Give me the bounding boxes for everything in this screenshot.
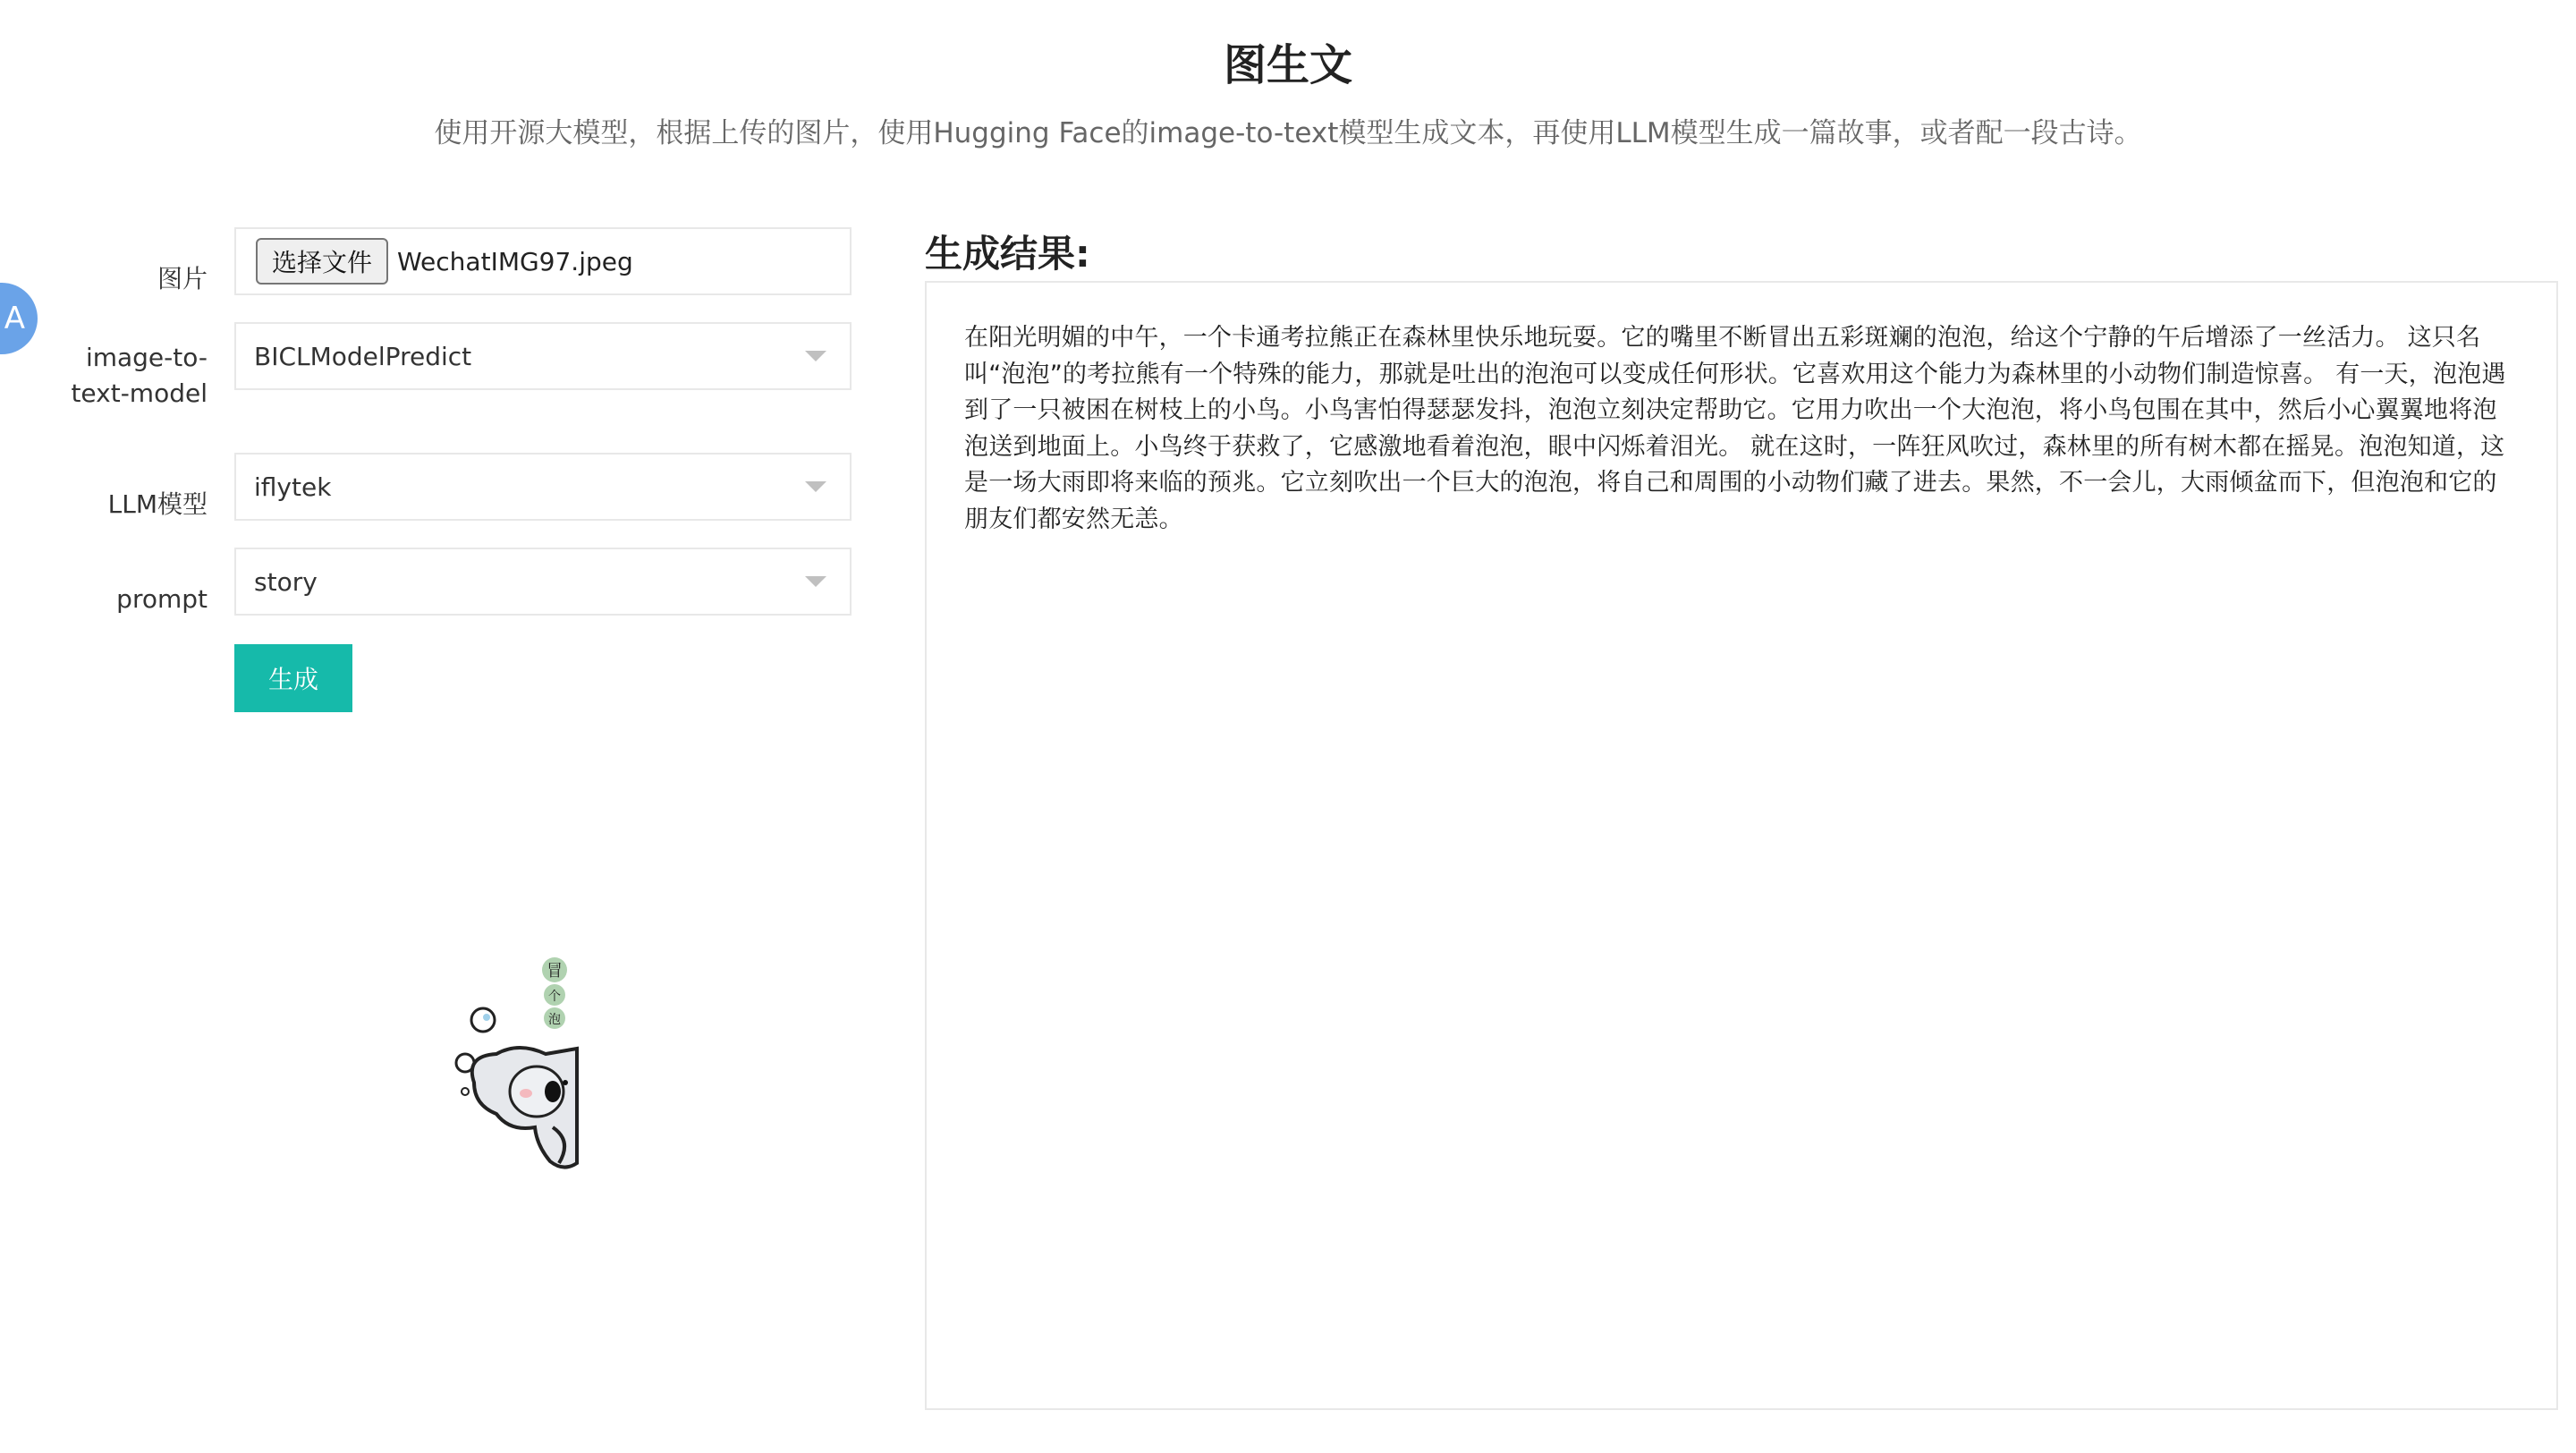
file-input[interactable] xyxy=(234,227,852,295)
caption-glyph-2: 个 xyxy=(548,990,561,1004)
image-to-text-model-label-line2: text-model xyxy=(71,378,208,408)
image-to-text-model-label-line1: image-to- xyxy=(85,343,208,372)
uploaded-image-preview xyxy=(447,948,590,1181)
generate-button[interactable]: 生成 xyxy=(234,644,352,712)
choose-file-button[interactable]: 选择文件 xyxy=(256,238,388,285)
file-name: WechatIMG97.jpeg xyxy=(397,246,633,276)
llm-model-select[interactable] xyxy=(234,453,852,521)
prompt-label: prompt xyxy=(116,584,208,614)
page-subtitle: 使用开源大模型，根据上传的图片，使用Hugging Face的image-to-text模型生成文本，再使用LLM模型生成一篇故事，或者配一段古诗。 xyxy=(434,117,2142,149)
result-title: 生成结果: xyxy=(925,232,1090,276)
caption-glyph-3: 泡 xyxy=(548,1013,561,1027)
image-to-text-model-row xyxy=(0,340,208,412)
image-row xyxy=(0,247,208,297)
prompt-select[interactable] xyxy=(234,548,852,616)
translate-glyph: A xyxy=(4,301,25,336)
caption-glyph-1: 冒 xyxy=(547,962,563,981)
page-title: 图生文 xyxy=(1223,40,1352,90)
result-text: 在阳光明媚的中午，一个卡通考拉熊正在森林里快乐地玩耍。它的嘴里不断冒出五彩斑斓的泡泡，给这个宁静的午后增添了一丝活力。 这只名叫“泡泡”的考拉熊有一个特殊的能力，那就是吐出的泡泡可以变成任何形状。它喜欢用这个能力为森林里的小动物们制造惊喜。 有一天，泡泡遇到了一只被困在树枝上的小鸟。小鸟害怕得瑟瑟发抖，泡泡立刻决定帮助它。它用力吹出一个大泡泡，将小鸟包围在其中，然后小心翼翼地将泡泡送到地面上。小鸟终于获救了，它感激地看着泡泡，眼中闪烁着泪光。 就在这时，一阵狂风吹过，森林里的所有树木都在摇晃。泡泡知道，这是一场大雨即将来临的预兆。它立刻吹出一个巨大的泡泡，将自己和周围的小动物们藏了进去。果然，不一会儿，大雨倾盆而下，但泡泡和它的朋友们都安然无恙。 xyxy=(964,324,2506,533)
image-to-text-model-select[interactable] xyxy=(234,322,852,390)
chevron-down-icon xyxy=(805,576,826,587)
result-textarea[interactable] xyxy=(925,281,2558,1410)
llm-model-value: iflytek xyxy=(254,472,332,502)
prompt-value: story xyxy=(254,566,318,597)
llm-model-label: LLM模型 xyxy=(107,489,208,519)
llm-model-row xyxy=(0,472,208,523)
prompt-row xyxy=(0,567,208,617)
image-label: 图片 xyxy=(157,264,208,293)
chevron-down-icon xyxy=(805,351,826,361)
image-to-text-model-label xyxy=(0,340,208,412)
image-to-text-model-value: BICLModelPredict xyxy=(254,341,472,371)
chevron-down-icon xyxy=(805,481,826,492)
